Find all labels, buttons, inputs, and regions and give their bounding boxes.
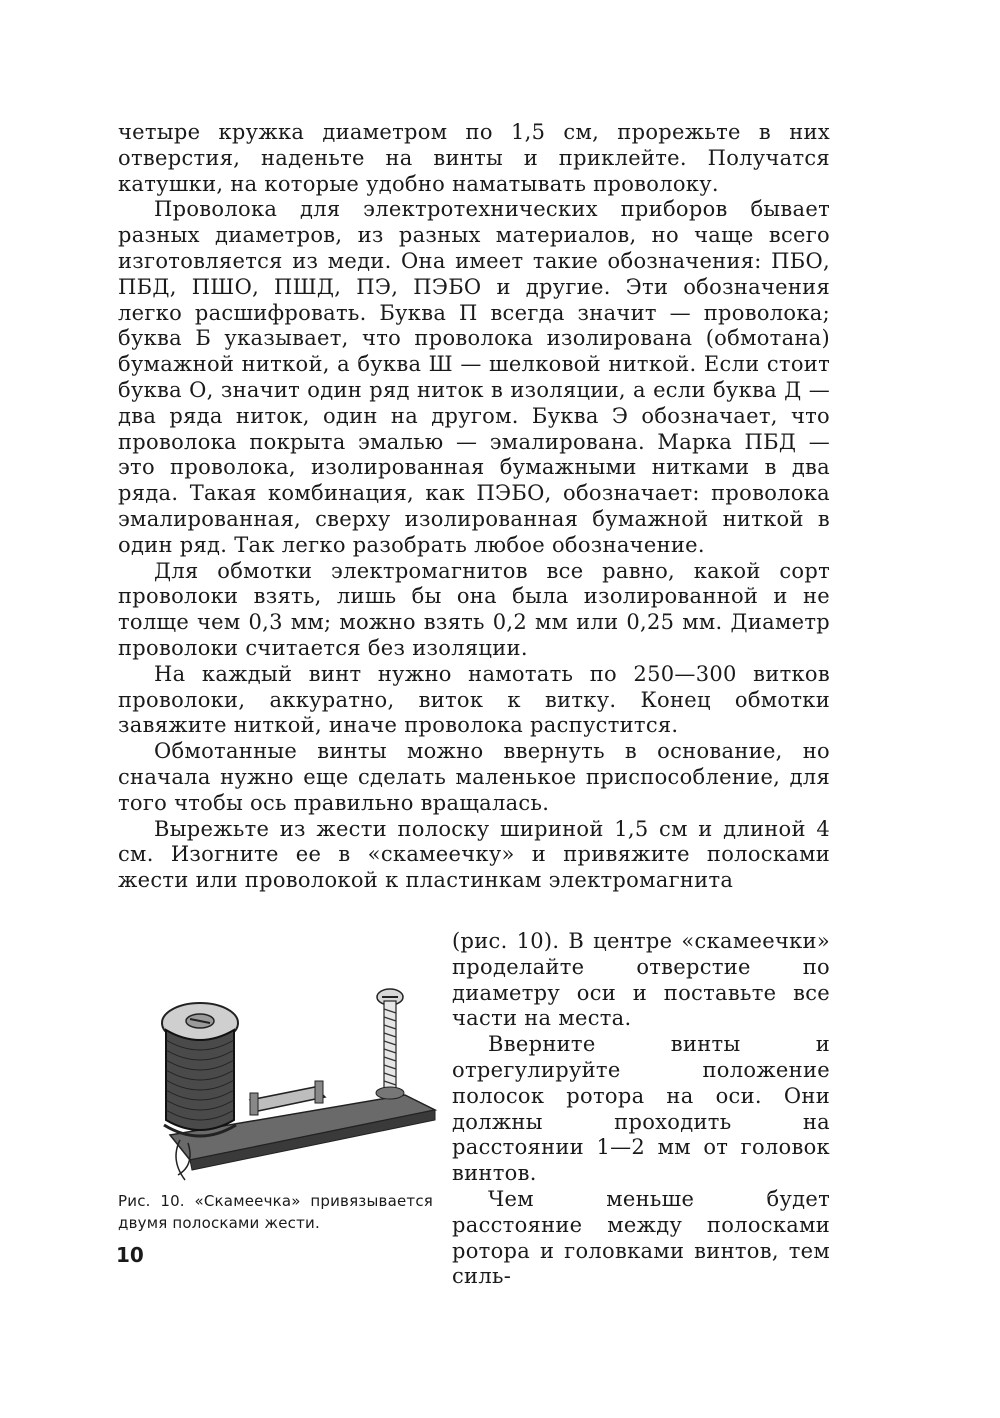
side-paragraph-1: (рис. 10). В центре «скамеечки» проделайте отверстие по диаметру оси и поставьте все части на места. — [452, 929, 830, 1031]
figure-illustration — [150, 975, 440, 1185]
paragraph-3: Для обмотки электромагнитов все равно, какой сорт проволоки взять, лишь бы она была изолированной и не толще чем 0,3 мм; можно взять 0,2 мм или 0,25 мм. Диаметр проволоки считается без изоляции. — [118, 558, 830, 660]
paragraph-5: Обмотанные винты можно ввернуть в основание, но сначала нужно еще сделать маленькое приспособление, для того чтобы ось правильно вращалась. — [118, 739, 830, 815]
paragraph-2: Проволока для электротехнических приборов бывает разных диаметров, из разных материалов, но чаще всего изготовляется из меди. Она имеет такие обозначения: ПБО, ПБД, ПШО, ПШД, ПЭ, ПЭБО и другие. Эти обозначения легко расшифровать. Буква П всегда значит — проволока; буква Б указывает, что проволока изолирована (обмотана) бумажной ниткой, а буква Ш — шелковой ниткой. Если стоит буква О, значит один ряд ниток в изоляции, а если буква Д — два ряда ниток, один на другом. Буква Э обозначает, что проволока покрыта эмалью — эмалирована. Марка ПБД — это проволока, изолированная бумажными нитками в два ряда. Такая комбинация, как ПЭБО, обозначает: проволока эмалированная, сверху изолированная бумажной ниткой в один ряд. Так легко разобрать любое обозначение. — [118, 197, 830, 557]
side-text-block — [452, 929, 830, 1290]
side-paragraph-3: Чем меньше будет расстояние между полосками ротора и головками винтов, тем силь- — [452, 1186, 830, 1289]
side-paragraph-2: Вверните винты и отрегулируйте положение полосок ротора на оси. Они должны проходить на расстоянии 1—2 мм от головок винтов. — [452, 1032, 830, 1186]
bench-bracket — [250, 1087, 325, 1111]
paragraph-1: четыре кружка диаметром по 1,5 см, прорежьте в них отверстия, наденьте на винты и приклейте. Получатся катушки, на которые удобно наматывать проволоку. — [118, 120, 830, 196]
page-number: 10 — [116, 1243, 144, 1267]
paragraph-6: Вырежьте из жести полоску шириной 1,5 см и длиной 4 см. Изогните ее в «скамеечку» и привяжите полосками жести или проволокой к пластинкам электромагнита — [118, 816, 830, 893]
figure-caption: Рис. 10. «Скамеечка» привязывается двумя полосками жести. — [118, 1192, 433, 1232]
screw-shaft — [384, 1001, 396, 1091]
paragraph-4: На каждый винт нужно намотать по 250—300 витков проволоки, аккуратно, виток к витку. Конец обмотки завяжите ниткой, иначе проволока распустится. — [118, 661, 830, 738]
main-text-block — [118, 120, 830, 894]
